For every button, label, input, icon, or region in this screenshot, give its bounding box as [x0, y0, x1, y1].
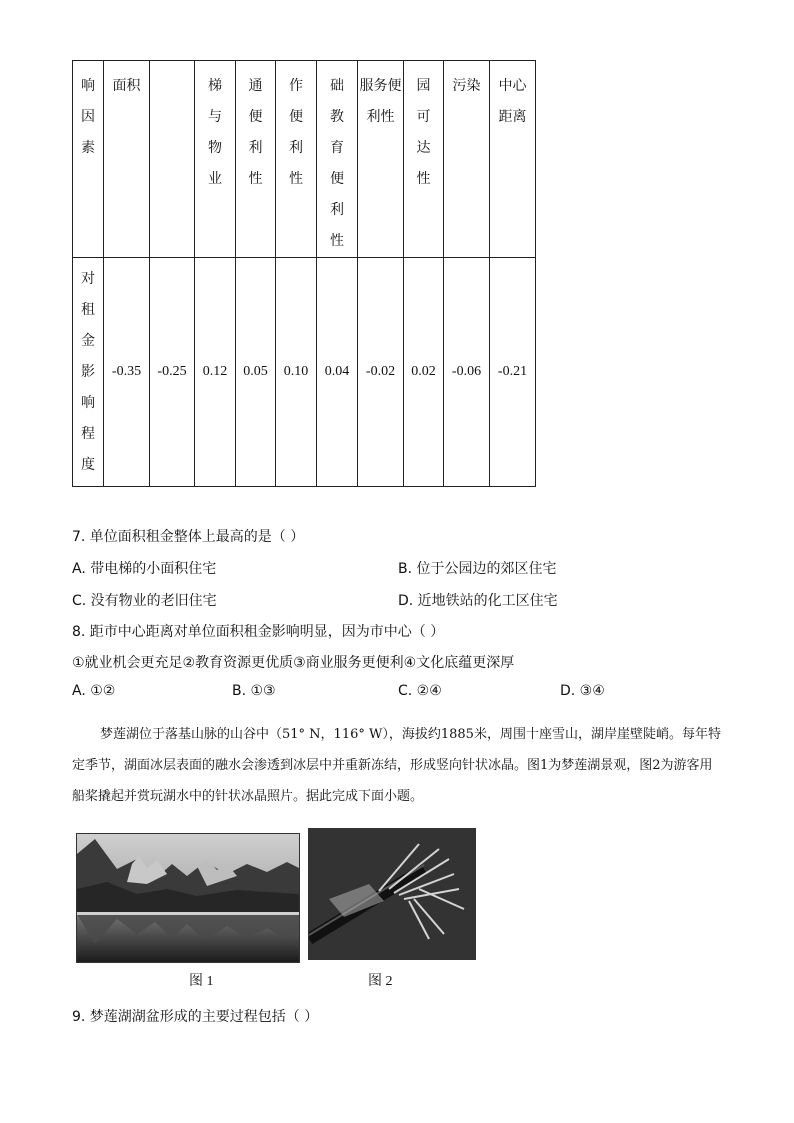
- q7-option-a[interactable]: A. 带电梯的小面积住宅: [72, 561, 217, 577]
- header-cell-pollution: 污染: [444, 61, 490, 258]
- header-cell-factor: [73, 61, 104, 258]
- rent-factor-table: [72, 60, 536, 487]
- header-text: 响因素: [81, 78, 95, 156]
- header-text: 园可达性: [416, 78, 431, 187]
- mountain-lake-image: [77, 834, 299, 962]
- q8-option-c[interactable]: C. ②④: [398, 683, 442, 699]
- header-cell-distance: [490, 61, 536, 258]
- header-cell-area: 面积: [104, 61, 150, 258]
- header-cell-blank: [150, 61, 195, 258]
- value-cell: 0.10: [276, 258, 317, 487]
- value-cell: -0.35: [104, 258, 150, 487]
- q8-option-a[interactable]: A. ①②: [72, 683, 116, 699]
- value-cell: 0.05: [236, 258, 276, 487]
- q8-option-d[interactable]: D. ③④: [560, 683, 605, 699]
- figure-1-lake-photo: [76, 833, 300, 963]
- question-8-items: ①就业机会更充足②教育资源更优质③商业服务更便利④文化底蕴更深厚: [72, 655, 515, 671]
- value-cell: -0.06: [444, 258, 490, 487]
- header-text: 对租金影响程度: [81, 271, 95, 473]
- header-text: 础教育便利性: [330, 78, 344, 249]
- value-cell: 0.12: [195, 258, 236, 487]
- header-text: 作便利性: [289, 78, 303, 187]
- figure-2-ice-crystal-photo: [308, 828, 476, 960]
- row-label-cell: [73, 258, 104, 487]
- value-cell: -0.02: [358, 258, 404, 487]
- q7-option-b[interactable]: B. 位于公园边的郊区住宅: [398, 561, 557, 577]
- header-text: 通便利性: [248, 78, 263, 187]
- question-8-stem: 8. 距市中心距离对单位面积租金影响明显，因为市中心（ ）: [72, 624, 445, 640]
- header-cell-transport: [236, 61, 276, 258]
- value-cell: -0.21: [490, 258, 536, 487]
- value-cell: 0.04: [317, 258, 358, 487]
- figure-1-caption: 图 1: [189, 974, 214, 989]
- q8-option-b[interactable]: B. ①③: [232, 683, 276, 699]
- question-9-stem: 9. 梦莲湖湖盆形成的主要过程包括（ ）: [72, 1009, 319, 1025]
- header-cell-education: [317, 61, 358, 258]
- header-cell-work: [276, 61, 317, 258]
- question-7-stem: 7. 单位面积租金整体上最高的是（ ）: [72, 529, 305, 545]
- figure-2-caption: 图 2: [368, 974, 393, 989]
- value-cell: -0.25: [150, 258, 195, 487]
- table-value-row: [73, 258, 536, 487]
- header-text: 中心距离: [498, 78, 527, 125]
- q7-option-c[interactable]: C. 没有物业的老旧住宅: [72, 593, 217, 609]
- header-cell-park: [404, 61, 444, 258]
- table-header-row: [73, 61, 536, 258]
- ice-crystal-image: [309, 829, 475, 959]
- header-cell-elevator: [195, 61, 236, 258]
- q7-option-d[interactable]: D. 近地铁站的化工区住宅: [398, 593, 558, 609]
- value-cell: 0.02: [404, 258, 444, 487]
- reading-passage: 梦莲湖位于落基山脉的山谷中（51° N，116° W），海拔约1885米，周围十座雪山，湖岸崖壁陡峭。每年特定季节，湖面冰层表面的融水会渗透到冰层中并重新冻结，形成竖向针状冰晶。图1为梦莲湖景观，图2为游客用船桨撬起并赏玩湖水中的针状冰晶照片。据此完成下面小题。: [72, 727, 721, 804]
- header-cell-service: 服务便利性: [358, 61, 404, 258]
- header-text: 梯与物业: [208, 78, 222, 187]
